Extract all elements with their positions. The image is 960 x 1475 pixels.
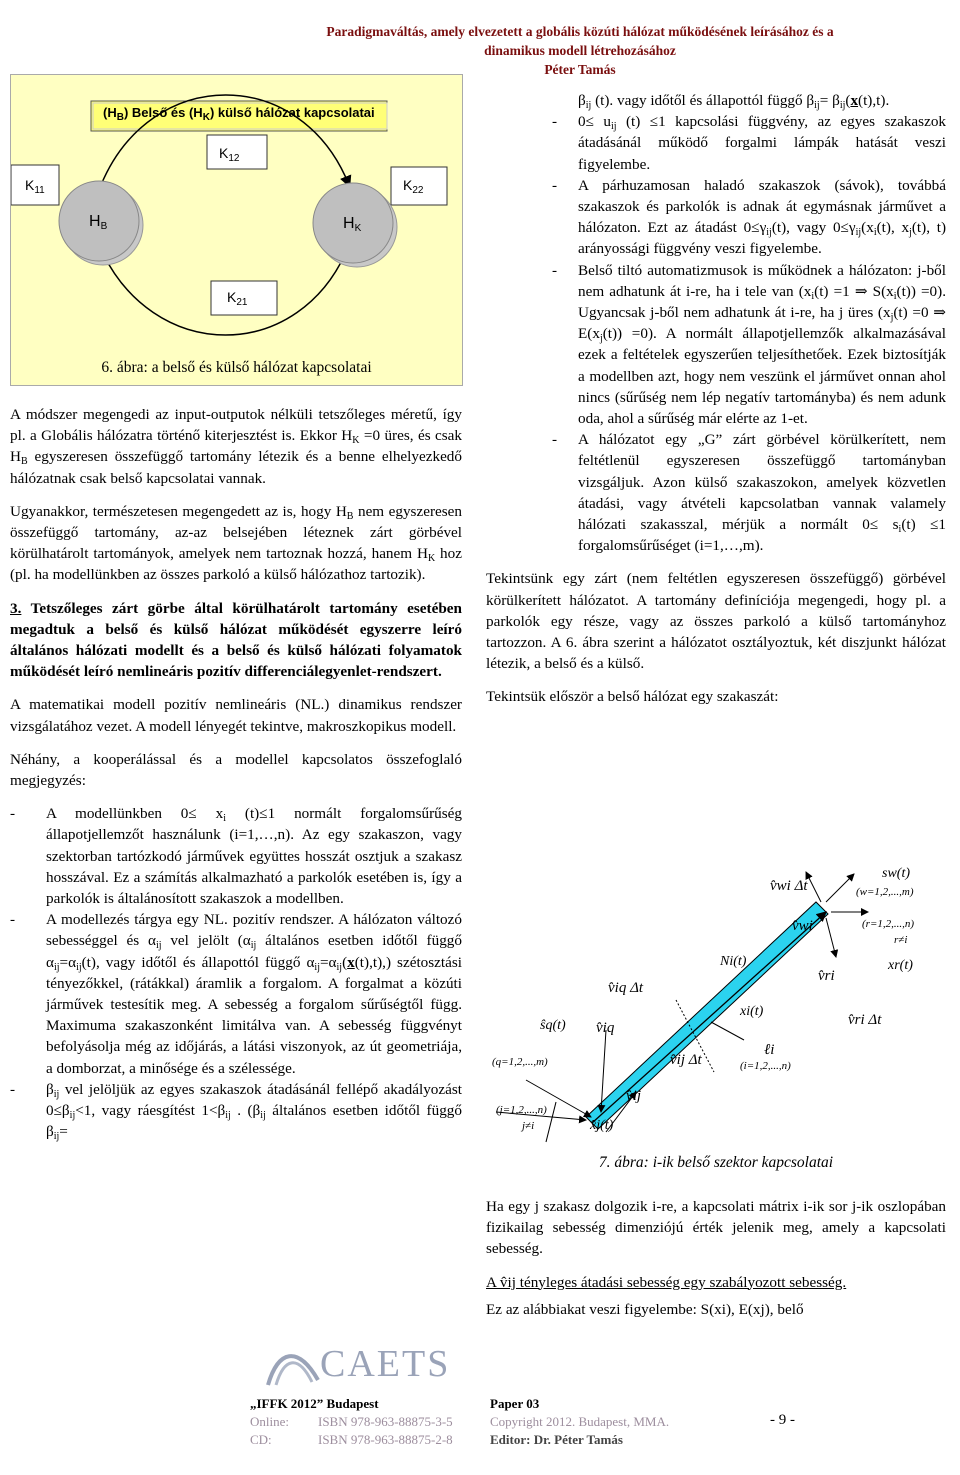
list-item: - Belső tiltó automatizmusok is működnek a hálózaton: j-ből nem adhatunk át i-re, ha i tele van ($x_i(t) =1$ ⇒ $S(x_i(t)) =0$). Ugyancsak j-ből nem adhatunk át i-re, ha j üres ($x_j(t) =0$ ⇒ $E(x_j(t)) =0$). A normált állapotjellemzők alkalmazásával ezek a feltételek egyszerűen teljesíthetőek. Ezek biztosítják a modellben azt, hogy nem veszünk el járművet onnan ahol nincs (sűrűség nem lép negatív tartományba) és nem adunk oda, ahol a sűrűség már elérte az 1-et.: [486, 260, 946, 430]
figure-6-caption: 6. ábra: a belső és külső hálózat kapcsolatai: [101, 359, 372, 376]
left-column: [10, 404, 462, 1143]
figure-7: [486, 862, 946, 1162]
k12-label: $K_{12}$: [219, 145, 240, 164]
fig7-sw: sw(t): [882, 866, 910, 881]
fig7-xj: x̂j(t): [590, 1118, 614, 1133]
left-paragraph-5: Néhány, a kooperálással és a modellel kapcsolatos összefoglaló megjegyzés:: [10, 750, 462, 790]
footer-paper: Paper 03: [490, 1396, 540, 1411]
right-column: [486, 90, 946, 720]
fig7-vij: v̂ij: [626, 1088, 641, 1104]
footer-conference: „IFFK 2012” Budapest: [250, 1396, 379, 1411]
list-item: - A hálózatot egy „G” zárt görbével körülkerített, nem feltétlenül egyszeresen összefüggő tartományban vizsgáljuk. Azon külső szakaszokon, amelyek közvetlen átadási, vagy átvételi kapcsolatban vannak valamely hálózati szakasszal, mérjük a normált $0\le s_i(t) \le 1$ forgalomsűrűséget (i=1,…,m).: [486, 429, 946, 556]
p3-text: Tetszőleges zárt görbe által körülhatárolt tartomány esetében megadtuk a belső és külső hálózat működését egyszerre leíró általános hálózati modellt és a belső és külső hálózati folyamatok működését leíró nemlineáris pozitív differenciálegyenlet-rendszert.: [10, 599, 462, 681]
remarks-list-left: [10, 803, 462, 1142]
k21-label: $K_{21}$: [227, 289, 248, 308]
figure-7-caption: 7. ábra: i-ik belső szektor kapcsolatai: [598, 1154, 834, 1171]
fig7-qrange: (q=1,2,...,m): [492, 1056, 548, 1068]
list-item: - $\beta_{ij}$ vel jelöljük az egyes szakaszok átadásánál fellépő akadályozást $0\le\beta_{ij}<1$, vagy ráesgítést $1<\beta_{ij}$ . ($\beta_{ij}$ általános esetben időtől függő $\beta_{ij}=$: [10, 1079, 462, 1143]
left-paragraph-3: [10, 598, 462, 683]
right-paragraph-5: Ez az alábbiakat veszi figyelembe: S(xi), E(xj), belő: [486, 1300, 804, 1318]
fig7-ni: Ni(t): [720, 954, 747, 969]
right-continuation: $\beta_{ij}$ (t). vagy időtől és állapottól függő $\beta_{ij}= \beta_{ij}(x(t),t)$.: [578, 92, 890, 111]
fig7-viq: v̂iq: [596, 1020, 615, 1036]
fig7-viq-dt: v̂iq Δt: [608, 980, 644, 996]
fig7-xr: xr(t): [888, 958, 913, 973]
right-paragraph-2: Tekintsük először a belső hálózat egy szakaszát:: [486, 688, 779, 706]
fig7-vri: v̂ri: [818, 968, 835, 984]
header-title-line1: Paradigmaváltás, amely elvezetett a globális közúti hálózat működésének leírásához és a: [326, 24, 834, 39]
list-item: - A modellünkben $0\le x_i$ (t)≤1 normált forgalomsűrűség állapotjellemzőt használunk (i=1,…,n). Az egy szakaszon, vagy szektorban tartózkodó járművek együttes hosszát osztjuk a szakasz hosszával. Ez a számítás alkalmazható a parkolók esetében is, így a parkolók is általánosított szakaszok a modellben.: [10, 803, 462, 909]
caets-text: CAETS: [320, 1343, 451, 1385]
footer-editor: Editor: Dr. Péter Tamás: [490, 1432, 623, 1447]
figure-6: [10, 74, 463, 386]
footer-online-isbn: ISBN 978-963-88875-3-5: [318, 1414, 453, 1429]
fig7-vwi-dt: v̂wi Δt: [770, 878, 808, 894]
footer-online-label: Online:: [250, 1414, 289, 1429]
fig7-jrange: (j=1,2,...,n): [496, 1104, 547, 1116]
hk-label: $H_K$: [343, 215, 362, 234]
hb-label: $H_B$: [89, 213, 108, 232]
header-title-line2: dinamikus modell létrehozásához: [484, 43, 676, 58]
fig7-xi: xi(t): [740, 1004, 764, 1019]
right-paragraph-3: Ha egy j szakasz dolgozik i-re, a kapcsolati mátrix i-ik sor j-ik oszlopában fizikailag sebesség dimenziójú érték jelenik meg, amely a kapcsolati sebesség.: [486, 1198, 946, 1258]
fig7-jneq: j≠i: [522, 1120, 535, 1132]
footer: [250, 1395, 810, 1455]
right-paragraph-4: A v̂ij tényleges átadási sebesség egy szabályozott sebesség.: [486, 1273, 847, 1291]
fig7-irange: (i=1,2,...,n): [740, 1060, 791, 1072]
running-header: [230, 22, 930, 79]
right-column-lower: [486, 1196, 946, 1332]
footer-cd-isbn: ISBN 978-963-88875-2-8: [318, 1432, 453, 1447]
k11-label: $K_{11}$: [25, 177, 45, 196]
remarks-list-right: [486, 111, 946, 556]
right-paragraph-1: Tekintsünk egy zárt (nem feltétlen egyszeresen összefüggő) görbével körülkerített hálózatot. A tartomány definíciója megengedi, hogy pl. a parkolók egy része, vagy az összes parkoló a külső tartományhoz tartozzon. A 6. ábra szerint a hálózatot osztályoztuk, két diszjunkt hálózat létezik, a belső és a külső.: [486, 570, 946, 673]
left-paragraph-2: Ugyanakkor, természetesen megengedett az is, hogy $H_B$ nem egyszeresen összefüggő tartomány, az-az belsejében léteznek zárt görbével körülhatárolt tartományok, amelyek nem tartoznak hozzá, hanem $H_K$ hoz (pl. ha modellünkben az összes parkoló a külső hálózathoz tartozik).: [10, 502, 462, 584]
fig7-li: ℓi: [764, 1042, 775, 1058]
fig7-rrange: (r=1,2,...,n): [862, 918, 915, 930]
page-number: - 9 -: [770, 1412, 795, 1428]
footer-cd-label: CD:: [250, 1432, 272, 1447]
fig7-vri-dt: v̂ri Δt: [848, 1012, 882, 1028]
fig7-rneq: r≠i: [894, 934, 908, 946]
caets-logo: [258, 1340, 458, 1390]
list-item: - A párhuzamosan haladó szakaszok (sávok), továbbá szakaszok és parkolók is adnak át egymásnak járművet a hálózaton. Ezt az átadást $0\le\gamma_{ij}(t)$, vagy $0\le\gamma_{ij}(x_i(t)$, $x_j(t)$, t) arányossági függvény veszi figyelembe.: [486, 175, 946, 260]
list-item: - $0\le u_{ij}$ (t) ≤1 kapcsolási függvény, az egyes szakaszok átadásánál működő forgalmi lámpák hatását veszi figyelembe.: [486, 111, 946, 175]
fig7-vij-dt: v̂ij Δt: [670, 1052, 702, 1068]
header-author: Péter Tamás: [544, 62, 616, 77]
k22-label: $K_{22}$: [403, 177, 424, 196]
fig6-title: $(H_B)$ Belső és $(H_K)$ külső hálózat kapcsolatai: [103, 105, 375, 123]
left-paragraph-1: A módszer megengedi az input-outputok nélküli tetszőleges méretű, így pl. a Globális hálózatra történő kiterjesztést is. Ekkor $H_K =0$ üres, és csak $H_B$ egyszeresen összefüggő tartomány létezik és a benne elhelyezkedő hálózatnak csak belső kapcsolatai vannak.: [10, 406, 462, 487]
fig7-wrange: (w=1,2,...,m): [856, 886, 914, 898]
p3-number: 3.: [10, 599, 22, 617]
figure-6-diagram: [11, 75, 462, 385]
list-item: - A modellezés tárgya egy NL. pozitív rendszer. A hálózaton változó sebességgel és $\alpha_{ij}$ vel jelölt ($\alpha_{ij}$ általános esetben időtől függő $\alpha_{ij}=\alpha_{ij}(t)$, vagy időtől és állapottól függő $\alpha_{ij}=\alpha_{ij}(x(t),t)$,) szétosztási tényezőkkel, (rátákkal) áramlik a forgalom. A forgalmat a közúti járművek testesítik meg. A sebesség a forgalom sűrűségtől függ. Maximuma szakaszonként limitálva van. A sebesség függvényt befolyásolja még az időjárás, a látási viszonyok, az út geometriája, a domborzat, a minősége és a szélessége.: [10, 909, 462, 1079]
fig7-vwi: v̂wi: [792, 918, 813, 934]
footer-copyright: Copyright 2012. Budapest, MMA.: [490, 1414, 670, 1429]
fig7-sq: ŝq(t): [540, 1018, 566, 1033]
left-paragraph-4: A matematikai modell pozitív nemlineáris (NL.) dinamikus rendszer vizsgálatához vezet. A modell lényegét tekintve, makroszkopikus modell.: [10, 696, 462, 735]
